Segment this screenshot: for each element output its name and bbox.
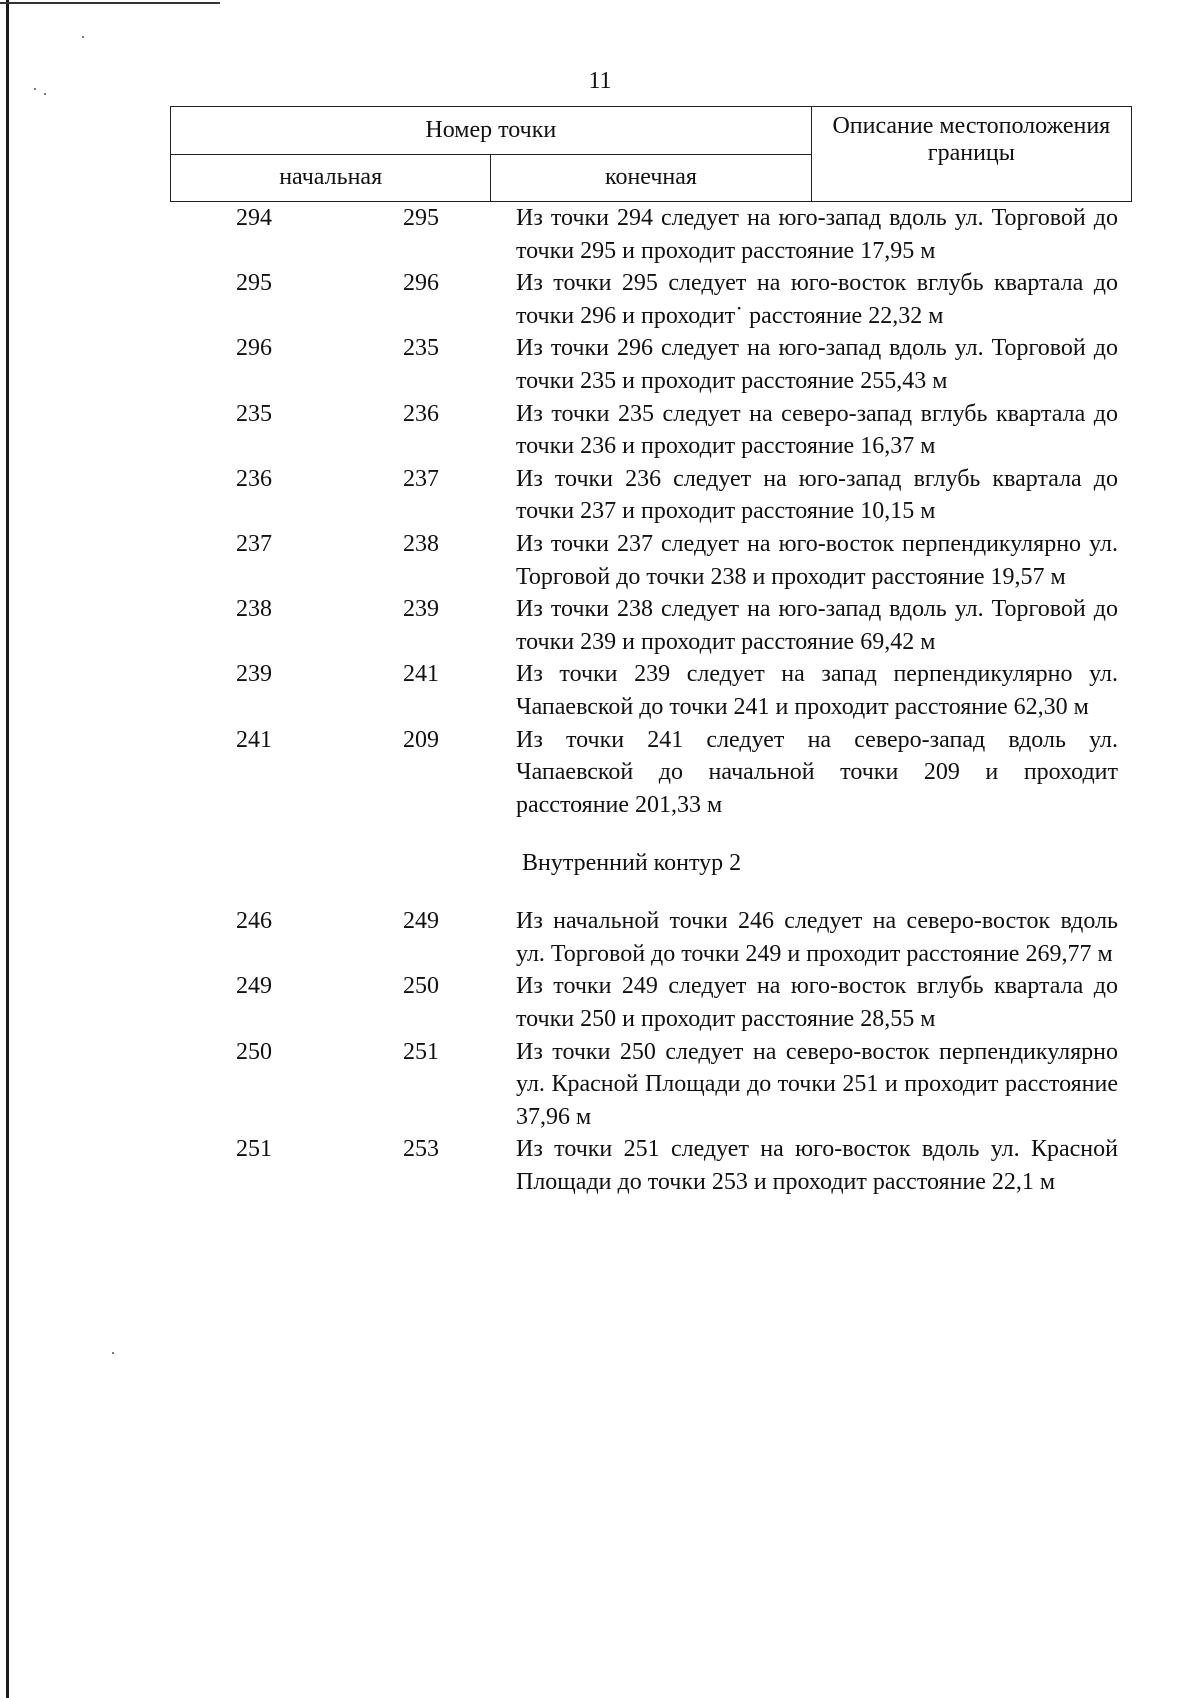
boundary-description: Из точки 249 следует на юго-восток вглубь квартала до точки 250 и проходит расстояние 28,55 м — [516, 973, 1118, 1033]
boundary-description: Из точки 295 следует на юго-восток вглубь квартала до точки 296 и проходит˙ расстояние 22,32 м — [516, 270, 1118, 329]
table-row — [170, 332, 1132, 397]
end-point: 251 — [403, 1038, 439, 1065]
table-row — [170, 398, 1132, 463]
end-point: 296 — [403, 270, 439, 297]
table-row — [170, 463, 1132, 528]
table-rows-part2 — [170, 905, 1132, 1198]
table-rows-part1 — [170, 202, 1132, 821]
boundary-description: Из точки 235 следует на северо-запад вглубь квартала до точки 236 и проходит расстояние 16,37 м — [516, 400, 1118, 460]
scan-speck — [82, 36, 84, 38]
table-row — [170, 658, 1132, 723]
section-caption: Внутренний контур 2 — [522, 850, 742, 877]
boundary-description: Из точки 236 следует на юго-запад вглубь квартала до точки 237 и проходит расстояние 10,15 м — [516, 465, 1118, 525]
start-point: 238 — [236, 596, 272, 623]
table-row — [170, 528, 1132, 593]
start-point: 251 — [236, 1136, 272, 1163]
end-point: 241 — [403, 661, 439, 688]
boundary-description: Из точки 238 следует на юго-запад вдоль ул. Торговой до точки 239 и проходит расстояние 69,42 м — [516, 596, 1118, 655]
table-row — [170, 1133, 1132, 1198]
end-point: 237 — [403, 465, 439, 492]
start-point: 294 — [236, 205, 272, 231]
end-point: 249 — [403, 908, 439, 935]
scan-edge-top — [0, 2, 220, 4]
end-point: 253 — [403, 1136, 439, 1163]
table-row — [170, 202, 1132, 267]
boundary-description: Из точки 294 следует на юго-запад вдоль ул. Торговой до точки 295 и проходит расстояние 17,95 м — [516, 205, 1118, 264]
boundary-description: Из точки 251 следует на юго-восток вдоль ул. Красной Площади до точки 253 и проходит расстояние 22,1 м — [516, 1136, 1118, 1196]
table-body — [170, 202, 1132, 1199]
start-point: 249 — [236, 973, 272, 1000]
header-point-number: Номер точки — [171, 107, 812, 155]
end-point: 238 — [403, 530, 439, 557]
table-row — [170, 1036, 1132, 1134]
start-point: 246 — [236, 908, 272, 935]
end-point: 236 — [403, 400, 439, 427]
start-point: 295 — [236, 270, 272, 297]
start-point: 250 — [236, 1038, 272, 1065]
header-start: начальная — [171, 154, 491, 202]
table-row — [170, 267, 1132, 332]
table-row — [170, 905, 1132, 970]
boundary-description: Из начальной точки 246 следует на северо-восток вдоль ул. Торговой до точки 249 и проходит расстояние 269,77 м — [516, 908, 1118, 967]
start-point: 235 — [236, 400, 272, 427]
boundary-description: Из точки 241 следует на северо-запад вдоль ул. Чапаевской до начальной точки 209 и проходит расстояние 201,33 м — [516, 726, 1118, 818]
start-point: 237 — [236, 530, 272, 557]
start-point: 236 — [236, 465, 272, 492]
boundary-description: Из точки 296 следует на юго-запад вдоль ул. Торговой до точки 235 и проходит расстояние 255,43 м — [516, 335, 1118, 394]
table-header — [170, 106, 1132, 202]
table-row — [170, 970, 1132, 1035]
table-row — [170, 724, 1132, 822]
header-description: Описание местоположения границы — [811, 107, 1131, 202]
end-point: 209 — [403, 726, 439, 753]
end-point: 295 — [403, 205, 439, 231]
boundary-description: Из точки 237 следует на юго-восток перпендикулярно ул. Торговой до точки 238 и проходит расстояние 19,57 м — [516, 530, 1118, 590]
end-point: 239 — [403, 596, 439, 623]
start-point: 296 — [236, 335, 272, 362]
table-row — [170, 593, 1132, 658]
boundary-description: Из точки 239 следует на запад перпендикулярно ул. Чапаевской до точки 241 и проходит расстояние 62,30 м — [516, 661, 1118, 720]
start-point: 239 — [236, 661, 272, 688]
header-end: конечная — [491, 154, 811, 202]
boundary-description: Из точки 250 следует на северо-восток перпендикулярно ул. Красной Площади до точки 251 и проходит расстояние 37,96 м — [516, 1038, 1118, 1130]
page-number: 11 — [588, 68, 612, 94]
scan-speck — [112, 1352, 114, 1354]
start-point: 241 — [236, 726, 272, 753]
end-point: 235 — [403, 335, 439, 362]
scan-edge-left — [6, 0, 9, 1698]
end-point: 250 — [403, 973, 439, 1000]
